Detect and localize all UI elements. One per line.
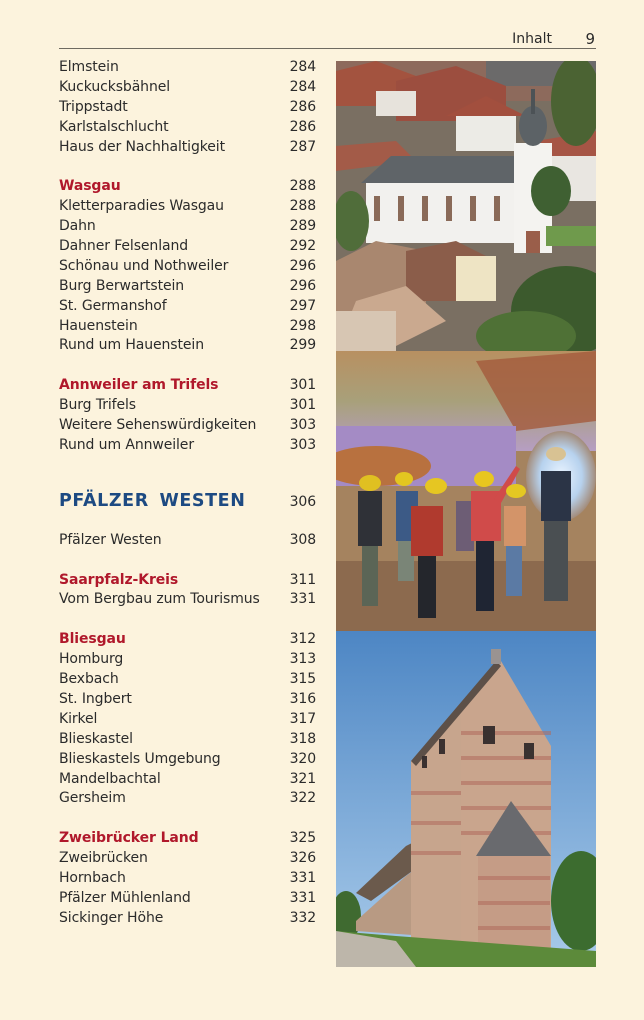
toc-entry[interactable]: Bexbach 315 (59, 671, 316, 688)
header-section-title: Inhalt (512, 31, 552, 47)
toc-entry[interactable]: Weitere Sehenswürdigkeiten 303 (59, 417, 316, 434)
spacer (59, 809, 316, 829)
toc-entry[interactable]: Dahner Felsenland 292 (59, 238, 316, 255)
toc-entry[interactable]: Rund um Hauenstein 299 (59, 337, 316, 354)
toc-entry[interactable]: Blieskastels Umgebung 320 (59, 750, 316, 767)
toc-entry[interactable]: Sickinger Höhe 332 (59, 909, 316, 926)
toc-entry[interactable]: St. Germanshof 297 (59, 297, 316, 314)
toc-section-heading-bliesgau[interactable]: Bliesgau 312 (59, 631, 316, 648)
toc-entry[interactable]: Vom Bergbau zum Tourismus 331 (59, 591, 316, 608)
toc-entry[interactable]: St. Ingbert 316 (59, 690, 316, 707)
toc-entry[interactable]: Pfälzer Mühlenland 331 (59, 889, 316, 906)
toc-entry[interactable]: Dahn 289 (59, 218, 316, 235)
running-header (59, 30, 596, 49)
toc-entry[interactable]: Blieskastel 318 (59, 730, 316, 747)
toc-entry[interactable]: Gersheim 322 (59, 790, 316, 807)
toc-section-heading-wasgau[interactable]: Wasgau 288 (59, 178, 316, 195)
toc-entry[interactable]: Haus der Nachhaltigkeit 287 (59, 138, 316, 155)
table-of-contents (59, 58, 316, 929)
toc-entry[interactable]: Kirkel 317 (59, 710, 316, 727)
header-page-number: 9 (585, 30, 595, 48)
toc-section-heading-annweiler[interactable]: Annweiler am Trifels 301 (59, 377, 316, 394)
village-church-photo (336, 61, 596, 351)
toc-entry[interactable]: Hornbach 331 (59, 869, 316, 886)
toc-entry[interactable]: Trippstadt 286 (59, 98, 316, 115)
spacer (59, 356, 316, 376)
romanesque-church-photo (336, 631, 596, 967)
toc-entry[interactable]: Kuckucksbähnel 284 (59, 78, 316, 95)
toc-entry[interactable]: Karlstalschlucht 286 (59, 118, 316, 135)
toc-entry[interactable]: Schönau und Nothweiler 296 (59, 257, 316, 274)
toc-entry[interactable]: Zweibrücken 326 (59, 850, 316, 867)
toc-chapter-heading[interactable]: PFÄLZER WESTEN 306 (59, 490, 316, 511)
toc-entry[interactable]: Kletterparadies Wasgau 288 (59, 198, 316, 215)
toc-section-heading-zweibruecker[interactable]: Zweibrücker Land 325 (59, 830, 316, 847)
spacer (59, 551, 316, 571)
toc-entry[interactable]: Hauenstein 298 (59, 317, 316, 334)
toc-section-heading-saarpfalz[interactable]: Saarpfalz-Kreis 311 (59, 571, 316, 588)
spacer (59, 516, 316, 531)
spacer (59, 610, 316, 630)
toc-entry[interactable]: Burg Trifels 301 (59, 397, 316, 414)
spacer (59, 157, 316, 177)
toc-entry[interactable]: Burg Berwartstein 296 (59, 277, 316, 294)
toc-entry[interactable]: Pfälzer Westen 308 (59, 531, 316, 548)
cave-tour-illustration (336, 351, 596, 631)
spacer (59, 456, 316, 486)
church-tower-illustration (336, 631, 596, 967)
toc-entry[interactable]: Elmstein 284 (59, 59, 316, 75)
toc-entry[interactable]: Homburg 313 (59, 651, 316, 668)
toc-entry[interactable]: Rund um Annweiler 303 (59, 436, 316, 453)
village-church-illustration (336, 61, 596, 351)
toc-entry[interactable]: Mandelbachtal 321 (59, 770, 316, 787)
sandstone-cave-photo (336, 351, 596, 631)
